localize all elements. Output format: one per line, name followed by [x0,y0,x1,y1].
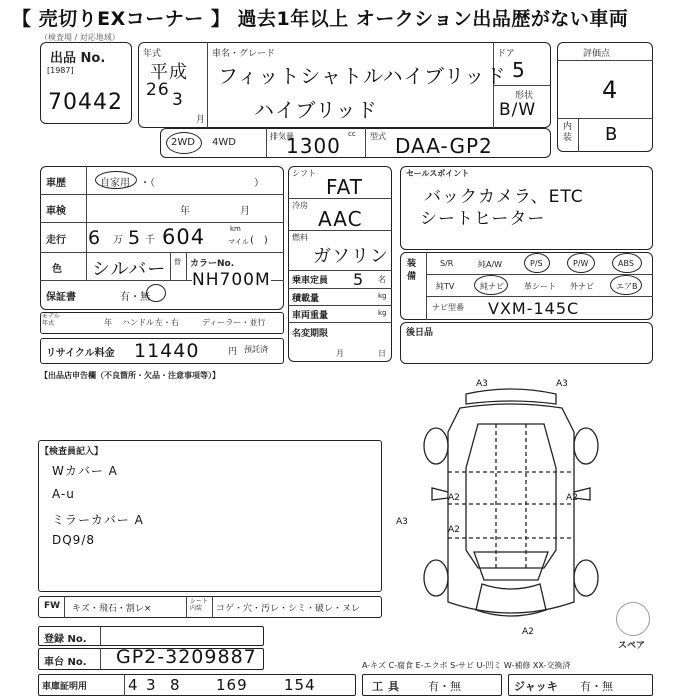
damage-mark: A3 [556,379,568,389]
warranty-circle [146,284,166,302]
shift-label: シフト [292,169,316,178]
name-change-month: 月 [336,349,344,358]
lot-number: 70442 [48,90,123,115]
divider [86,166,87,280]
damage-mark: A2 [566,493,578,503]
score-label: 評価点 [583,49,611,59]
divider [212,596,213,618]
model-year2-handle: ハンドル [122,318,154,327]
divider [288,288,392,289]
cert-label: 車庫証明用 [42,682,88,692]
name-change-day: 日 [378,349,386,358]
mileage-sen: 千 [145,235,155,246]
damage-mark: A2 [522,627,534,637]
color-no-value: NH700M [192,270,271,290]
rear-spoiler [466,389,556,404]
divider [557,60,653,61]
year-era: 平成 [150,62,188,83]
equip-navi-circle [474,275,508,295]
divider [557,118,653,119]
model-type-label: 型式 [370,132,386,141]
drive-4wd: 4WD [212,137,236,148]
equip-sr: S/R [440,259,454,268]
fuel-value: ガソリン [313,246,389,267]
capacity-label: 乗車定員 [292,276,329,286]
jack-value: 有・無 [580,680,613,693]
recycle-unit: 円 [228,347,238,357]
capacity-unit: 名 [378,275,386,284]
inspector-label: 【検査員記入】 [40,447,104,457]
seat-text: コゲ・穴・汚レ・シミ・破レ・ヌレ [216,604,361,614]
wheel-front-right [574,560,598,596]
divider [288,270,392,271]
displacement-value: 1300 [286,134,341,158]
score-value: 4 [602,76,619,104]
inspector-line-4: DQ9/8 [52,533,95,547]
fw-label: FW [44,601,61,611]
fuel-label: 燃料 [292,233,308,242]
shaken-year: 年 [180,206,190,217]
equip-abs: ABS [618,259,634,268]
divider [40,194,284,195]
doors-value: 5 [512,58,526,82]
divider [124,674,125,696]
cert-v1: 4 [128,676,139,694]
history-value: 自家用 [100,178,130,189]
mileage-sen-digit: 5 [128,227,142,249]
fw-text: キズ・飛石・割レ× [72,604,152,614]
equip-ps: P/S [530,259,543,268]
history-label: 車歴 [46,178,66,189]
divider [266,128,267,158]
color-label: 色 [52,264,62,275]
equip-airbag-circle [610,275,642,295]
weight-unit: kg [378,309,387,317]
divider [186,596,187,618]
weight-label: 車両重量 [292,311,329,321]
displacement-label: 排気量 [270,132,294,141]
lot-small: [1987] [47,66,74,75]
equip-ps-circle [524,253,550,273]
chassis-value: GP2-3209887 [116,646,257,668]
inspector-line-3: ミラーカバー A [52,513,144,527]
displacement-unit: cc [348,130,356,138]
cert-v4: 169 [216,676,248,694]
model-year2-lr: 左・右 [155,318,179,327]
inspector-line-1: Wカバー A [52,464,118,478]
damage-mark: A2 [448,493,460,503]
car-name-value: フィットシャトルハイブリッド [218,64,507,88]
equip-pw: P/W [573,259,589,268]
name-change-label: 名変期限 [292,329,329,339]
divider [365,128,366,158]
shape-value: B/W [499,100,537,120]
navi-label: ナビ型番 [432,303,464,312]
load-unit: kg [378,292,387,300]
wheel-rear-left [424,428,448,464]
damage-mark: A2 [448,525,460,535]
cert-v5: 154 [284,676,316,694]
car-diagram [396,372,626,640]
recycle-label: リサイクル料金 [46,348,115,359]
divider [207,42,208,128]
color-no-label: カラーNo. [190,259,235,269]
shift-value: FAT [326,175,364,199]
capacity-value: 5 [353,270,365,289]
tools-label: 工具 [372,680,404,693]
mileage-label: 走行 [46,235,66,246]
equip-navi: 純ナビ [480,282,504,291]
interior-value: B [605,124,619,145]
divider [100,648,101,670]
model-year2-y: 年 [104,318,112,327]
equip-airbag: エアB [616,282,638,291]
rear-label: 後日品 [406,328,434,338]
wheel-front-left [424,560,448,596]
doors-label: ドア [497,49,515,59]
color-value: シルバー [92,259,167,280]
header-banner [0,0,700,34]
mileage-unit-km: km [230,225,241,233]
car-body-outline [448,404,574,613]
mileage-man: 万 [113,235,123,246]
equip-ext-navi: 外ナビ [570,282,594,291]
model-type-value: DAA-GP2 [395,134,493,158]
divider [40,222,284,223]
warranty-label: 保証書 [46,292,76,303]
exhibitor-label: 【出品店申告欄（不良箇所・欠品・注意事項等）】 [40,371,220,380]
shaken-month: 月 [240,206,250,217]
divider [100,626,101,646]
divider [186,252,187,280]
rear-box [400,322,653,364]
damage-legend: A-キズ C-腐食 E-エクボ S-サビ U-凹ミ W-補修 XX-交換済 [362,661,571,670]
divider [40,252,284,253]
divider [64,596,65,618]
mileage-paren: ( ) [250,235,268,246]
mirror-left [432,488,448,500]
model-year2-label: モデル年式 [42,313,60,327]
chassis-label: 車台 No. [44,657,87,668]
spare-label: スペア [618,641,646,651]
history-close: ） [254,178,264,189]
top-note: （検査場 / 対応地域） [40,33,120,42]
sales-point-line2: シートヒーター [420,209,546,229]
tools-value: 有・無 [428,680,461,693]
divider [426,252,427,320]
cert-v2: 3 [146,676,157,694]
shape-label: 形状 [515,91,534,101]
recycle-note: 預託済 [244,345,268,354]
year-label: 年式 [143,49,162,59]
mileage-unit-mile: マイル [228,238,249,246]
navi-value: VXM-145C [488,299,580,318]
recycle-value: 11440 [134,340,200,362]
model-year2-dealer: ディーラー・並行 [202,318,266,327]
cabin-outline [466,424,556,568]
month-value: 3 [172,90,184,110]
divider [288,305,392,306]
divider [288,322,392,323]
month-label: 月 [196,115,206,125]
inspector-line-2: A-u [52,487,75,501]
damage-mark: A3 [476,379,488,389]
wheel-rear-right [574,428,598,464]
seat-label: シート内装 [190,598,209,612]
warranty-text: 有・無 [120,292,150,303]
color-change-label: 替 [174,258,181,266]
aircon-value: AAC [318,207,363,231]
sales-point-label: セールスポイント [406,169,470,178]
equip-tv: 純TV [436,282,455,291]
interior-label: 内装 [563,122,573,143]
damage-mark: A3 [396,517,408,527]
equip-pw-circle [567,253,595,273]
equip-leather: 革シート [524,282,556,291]
header-title: 【 売切りEXコーナー 】 過去1年以上 オークション出品歴がない車両 [12,8,629,30]
jack-label: ジャッキ [514,680,558,693]
divider [578,118,579,152]
mileage-man-digit: 6 [88,227,102,249]
aircon-label: 冷房 [292,201,308,210]
grade-value: ハイブリッド [254,98,378,122]
divider [426,296,653,297]
equip-abs-circle [612,253,642,273]
sales-point-line1: バックカメラ、ETC [424,187,584,207]
equipment-label: 装備 [407,259,417,282]
drive-2wd: 2WD [171,137,195,148]
divider [170,252,171,280]
history-sep: ・（ [140,178,155,189]
car-name-label: 車名・グレード [212,49,276,59]
lot-label: 出品 No. [50,51,106,66]
year-value: 26 [146,80,170,100]
load-label: 積載量 [292,294,320,304]
registration-label: 登録 No. [44,634,87,645]
mileage-rest: 604 [162,225,206,249]
windscreen [474,552,548,580]
shaken-label: 車検 [46,206,66,217]
cert-v3: 8 [170,676,181,694]
equip-aw: 純A/W [478,260,503,269]
